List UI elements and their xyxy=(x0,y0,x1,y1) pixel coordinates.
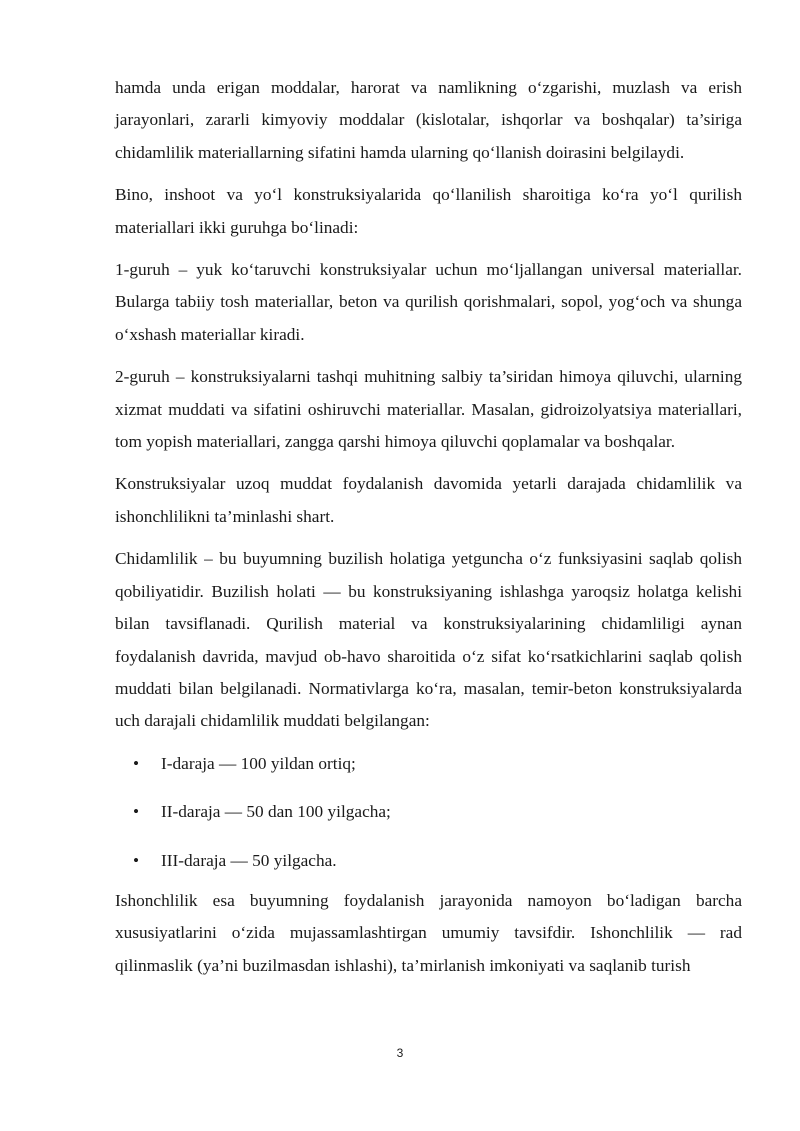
list-item-text: II-daraja — 50 dan 100 yilgacha; xyxy=(161,802,391,822)
durability-levels-list xyxy=(115,748,742,877)
paragraph-chemical-resistance: hamda unda erigan moddalar, harorat va namlikning o‘zgarishi, muzlash va erish jarayonlari, zararli kimyoviy moddalar (kislotalar, ishqorlar va boshqalar) ta’siriga chidamlilik materiallarning sifatini hamda ularning qo‘llanish doirasini belgilaydi. xyxy=(115,78,742,162)
paragraph-group-2: 2-guruh – konstruksiyalarni tashqi muhitning salbiy ta’siridan himoya qiluvchi, ularning xizmat muddati va sifatini oshiruvchi materiallar. Masalan, gidroizolyatsiya materiallari, tom yopish materiallari, zangga qarshi himoya qiluvchi qoplamalar va boshqalar. xyxy=(115,367,742,452)
paragraph-durability-requirement: Konstruksiyalar uzoq muddat foydalanish davomida yetarli darajada chidamlilik va ishonchlilikni ta’minlashi shart. xyxy=(115,474,742,526)
page-number: 3 xyxy=(396,1046,404,1060)
paragraph-durability-definition: Chidamlilik – bu buyumning buzilish holatiga yetguncha o‘z funksiyasini saqlab qolish qobiliyatidir. Buzilish holati — bu konstruksiyaning ishlashga yaroqsiz holatga kelishi bilan tavsiflanadi. Qurilish material va konstruksiyalarining chidamliligi aynan foydalanish davrida, mavjud ob-havo sharoitida o‘z sifat ko‘rsatkichlarini saqlab qolish muddati bilan belgilanadi. Normativlarga ko‘ra, masalan, temir-beton konstruksiyalarda uch darajali chidamlilik muddati belgilangan: xyxy=(115,549,742,731)
paragraph-group-1: 1-guruh – yuk ko‘taruvchi konstruksiyalar uchun mo‘ljallangan universal materiallar. Bularga tabiiy tosh materiallar, beton va qurilish qorishmalari, sopol, yog‘och va shunga o‘xshash materiallar kiradi. xyxy=(115,260,742,344)
bullet-icon: • xyxy=(133,753,140,773)
paragraph-reliability-definition: Ishonchlilik esa buyumning foydalanish jarayonida namoyon bo‘ladigan barcha xususiyatlarini o‘zida mujassamlashtirgan umumiy tavsifdir. Ishonchlilik — rad qilinmaslik (ya’ni buzilmasdan ishlashi), ta’mirlanish imkoniyati va saqlanib turish xyxy=(115,890,742,975)
list-item xyxy=(115,796,742,828)
list-item xyxy=(115,845,742,877)
list-item xyxy=(115,748,742,780)
bullet-icon: • xyxy=(133,850,140,870)
document-body xyxy=(115,72,742,992)
list-item-text: I-daraja — 100 yildan ortiq; xyxy=(161,753,356,773)
list-item-text: III-daraja — 50 yilgacha. xyxy=(161,850,337,870)
paragraph-material-groups-intro: Bino, inshoot va yo‘l konstruksiyalarida qo‘llanilish sharoitiga ko‘ra yo‘l qurilish materiallari ikki guruhga bo‘linadi: xyxy=(115,185,742,237)
bullet-icon: • xyxy=(133,802,140,822)
